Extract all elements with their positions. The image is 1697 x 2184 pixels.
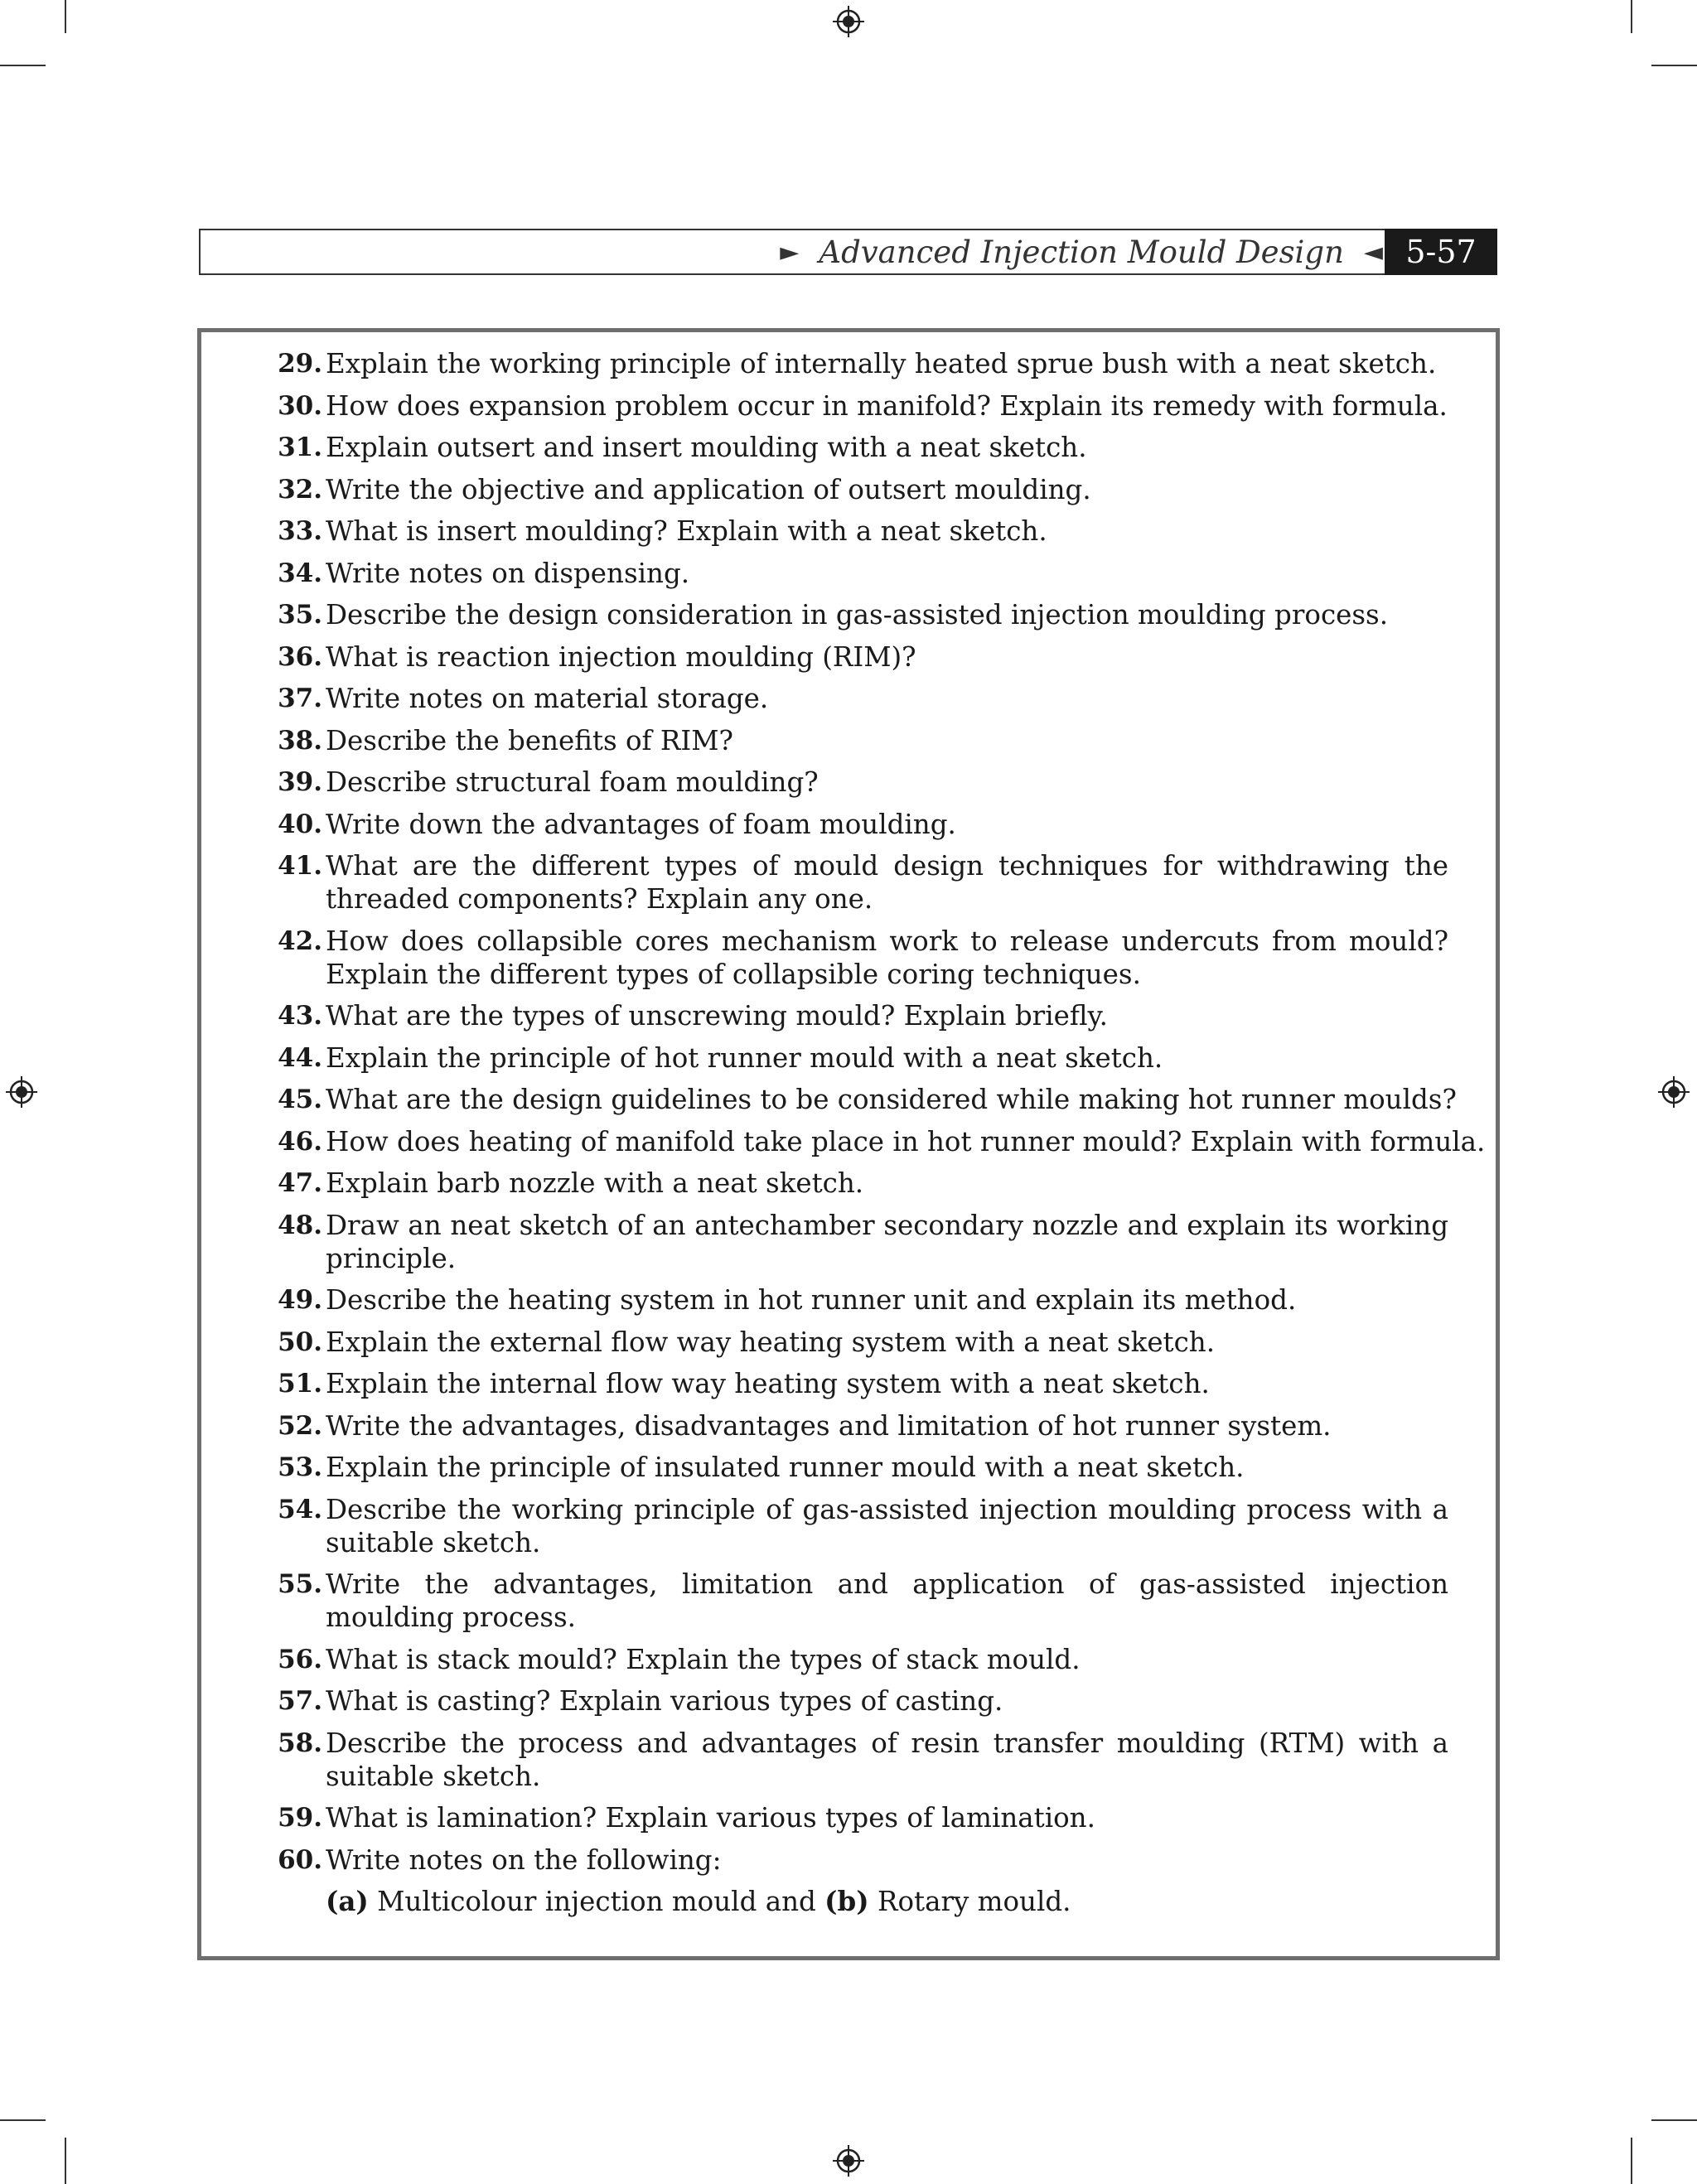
- crop-mark: [65, 2138, 66, 2184]
- question-number: 60.: [278, 1844, 322, 1875]
- question-number: 37.: [278, 684, 322, 713]
- questions-box: [197, 328, 1500, 1960]
- header-title-group: [780, 230, 1383, 273]
- subpart-b-text: Rotary mould.: [868, 1886, 1071, 1917]
- question-number: 43.: [278, 1001, 322, 1031]
- question-number: 56.: [278, 1644, 322, 1674]
- question-text: Write down the advantages of foam moulding.: [326, 808, 956, 840]
- registration-mark-icon: [1657, 1075, 1690, 1109]
- question-number: 38.: [278, 725, 322, 756]
- question-text: Write notes on material storage.: [326, 683, 769, 714]
- registration-mark-icon: [832, 5, 865, 38]
- question-number: 41.: [278, 851, 322, 881]
- question-number: 44.: [278, 1042, 322, 1073]
- question-number: 59.: [278, 1803, 322, 1833]
- subpart-a-label: (a): [326, 1885, 369, 1917]
- question-text: Explain the principle of insulated runner mould with a neat sketch.: [326, 1452, 1245, 1483]
- question-number: 45.: [278, 1085, 322, 1114]
- question-text: What is stack mould? Explain the types of stack mould.: [326, 1643, 1081, 1675]
- question-text: Write notes on dispensing.: [326, 557, 690, 589]
- question-number: 50.: [278, 1326, 322, 1357]
- question-text: Explain the principle of hot runner mould with a neat sketch.: [326, 1041, 1163, 1074]
- question-number: 30.: [278, 390, 322, 421]
- question-text: Describe the benefits of RIM?: [326, 724, 733, 756]
- right-triangle-icon: ►: [780, 237, 800, 267]
- question-number: 33.: [278, 516, 322, 546]
- question-text: Describe the process and advantages of resin transfer moulding (RTM) with a suitable sketch.: [326, 1727, 1448, 1792]
- crop-mark: [65, 0, 66, 33]
- question-text: Describe the working principle of gas-assisted injection moulding process with a suitable sketch.: [326, 1493, 1448, 1558]
- question-text: Describe the heating system in hot runner unit and explain its method.: [326, 1284, 1297, 1316]
- question-number: 35.: [278, 600, 322, 630]
- question-text: Write the objective and application of outsert moulding.: [326, 473, 1091, 505]
- question-number: 58.: [278, 1727, 322, 1758]
- question-number: 53.: [278, 1452, 322, 1482]
- question-text: What are the design guidelines to be considered while making hot runner moulds?: [326, 1084, 1457, 1115]
- question-number: 55.: [278, 1569, 322, 1599]
- question-text: Explain outsert and insert moulding with a neat sketch.: [326, 432, 1087, 463]
- running-header: [199, 229, 1497, 275]
- question-number: 46.: [278, 1126, 322, 1157]
- subpart-b-label: (b): [824, 1885, 869, 1917]
- question-text: What are the types of unscrewing mould? Explain briefly.: [326, 1000, 1108, 1032]
- question-text: Draw an neat sketch of an antechamber secondary nozzle and explain its working principle.: [326, 1209, 1448, 1274]
- registration-mark-icon: [832, 2144, 865, 2177]
- question-number: 48.: [278, 1210, 322, 1240]
- question-number: 57.: [278, 1686, 322, 1716]
- chapter-title: Advanced Injection Mould Design: [819, 234, 1344, 270]
- question-text: Write the advantages, disadvantages and limitation of hot runner system.: [326, 1409, 1332, 1442]
- question-text: What is reaction injection moulding (RIM)?: [326, 640, 916, 673]
- question-text: What is casting? Explain various types of casting.: [326, 1685, 1003, 1717]
- question-number: 42.: [278, 925, 322, 956]
- question-number: 40.: [278, 809, 322, 839]
- question-text: How does collapsible cores mechanism work to release undercuts from mould? Explain the different types of collapsible coring techniques.: [326, 925, 1448, 990]
- question-number: 29.: [278, 349, 322, 379]
- left-triangle-icon: ◄: [1363, 237, 1383, 267]
- crop-mark: [0, 2119, 46, 2121]
- question-text: Write notes on the following:: [326, 1843, 722, 1876]
- question-text: How does heating of manifold take place in hot runner mould? Explain with formula.: [326, 1125, 1486, 1157]
- question-number: 39.: [278, 767, 322, 797]
- registration-mark-icon: [5, 1075, 38, 1109]
- question-text: What is lamination? Explain various types of lamination.: [326, 1802, 1095, 1834]
- question-text: Write the advantages, limitation and application of gas-assisted injection moulding process.: [326, 1568, 1448, 1633]
- question-text: Explain the working principle of internally heated sprue bush with a neat sketch.: [326, 348, 1437, 379]
- question-number: 36.: [278, 641, 322, 672]
- question-text: What are the different types of mould design techniques for withdrawing the threaded components? Explain any one.: [326, 850, 1448, 915]
- question-number: 47.: [278, 1168, 322, 1198]
- question-text: Describe the design consideration in gas-assisted injection moulding process.: [326, 599, 1389, 631]
- question-number: 54.: [278, 1494, 322, 1524]
- crop-mark: [1651, 65, 1697, 66]
- question-number: 51.: [278, 1369, 322, 1399]
- question-text: What is insert moulding? Explain with a neat sketch.: [326, 515, 1047, 547]
- subpart-a-text: Multicolour injection mould and: [368, 1886, 825, 1917]
- question-number: 32.: [278, 474, 322, 505]
- question-text: Describe structural foam moulding?: [326, 766, 819, 798]
- crop-mark: [1651, 2119, 1697, 2121]
- question-number: 34.: [278, 558, 322, 588]
- question-text: How does expansion problem occur in manifold? Explain its remedy with formula.: [326, 389, 1448, 422]
- question-60-subparts: [326, 1885, 1071, 1918]
- question-number: 52.: [278, 1410, 322, 1441]
- crop-mark: [0, 65, 46, 66]
- question-text: Explain barb nozzle with a neat sketch.: [326, 1167, 864, 1199]
- question-number: 31.: [278, 432, 322, 462]
- question-text: Explain the internal flow way heating system with a neat sketch.: [326, 1368, 1210, 1399]
- crop-mark: [1631, 0, 1632, 33]
- question-number: 49.: [278, 1285, 322, 1315]
- page-number: 5-57: [1385, 229, 1497, 275]
- question-text: Explain the external flow way heating system with a neat sketch.: [326, 1326, 1216, 1358]
- crop-mark: [1631, 2138, 1632, 2184]
